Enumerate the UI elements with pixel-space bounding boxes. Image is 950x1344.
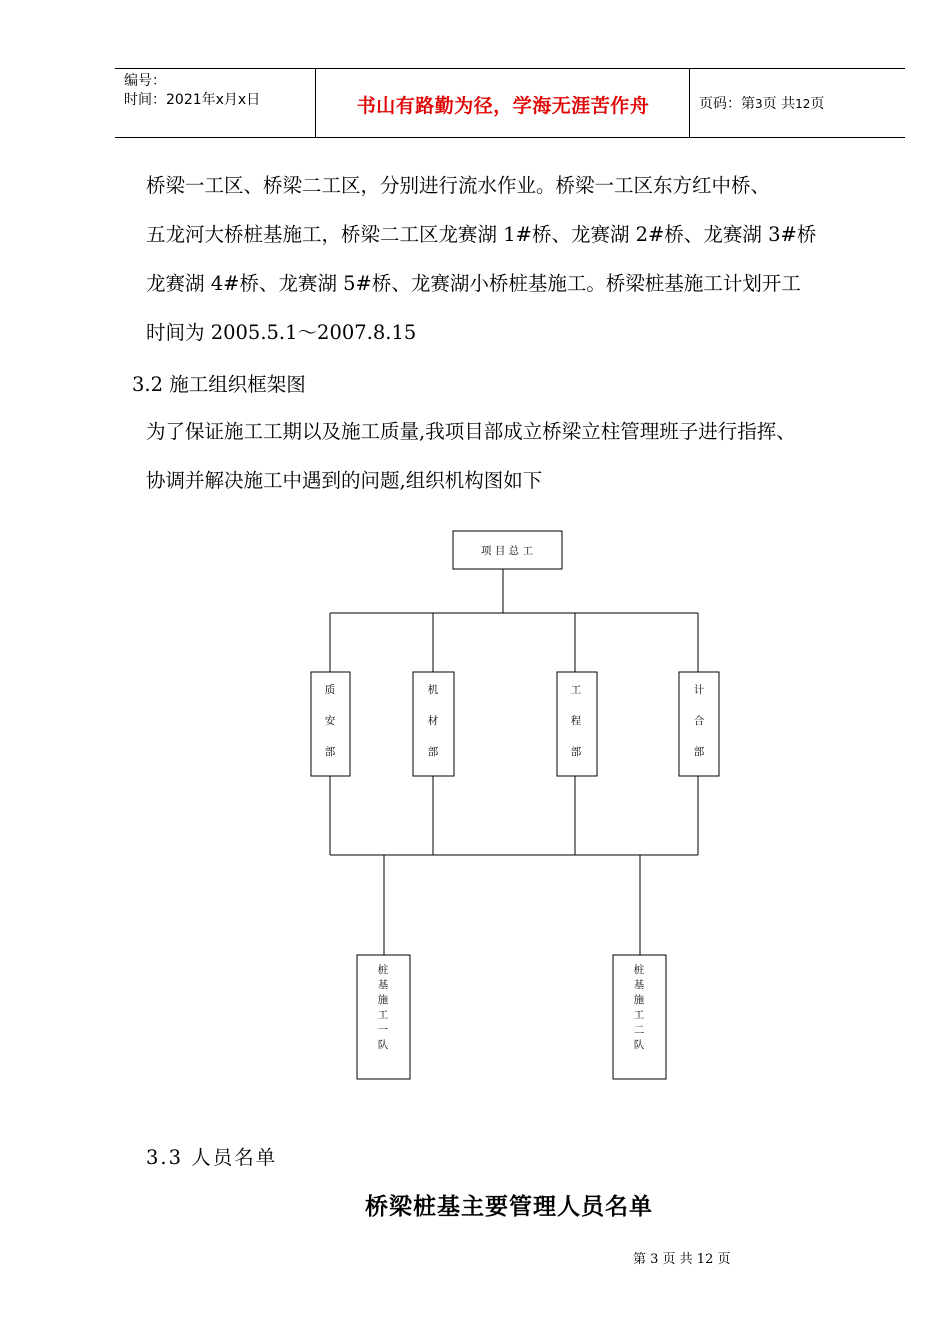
header-page-number: 页码：第3页 共12页 — [699, 96, 825, 112]
paragraph-line: 桥梁一工区、桥梁二工区，分别进行流水作业。桥梁一工区东方红中桥、 — [146, 174, 771, 197]
org-department-label: 工程部 — [570, 684, 582, 758]
org-department-label: 质安部 — [324, 684, 336, 758]
section-heading-3-3: 3.3 人员名单 — [146, 1146, 278, 1169]
org-team-label: 桩基施工二队 — [633, 964, 645, 1051]
org-team-label: 桩基施工一队 — [377, 964, 389, 1051]
org-department-label: 计合部 — [693, 684, 705, 758]
page-footer: 第 3 页 共 12 页 — [633, 1252, 731, 1267]
header-motto: 书山有路勤为径，学海无涯苦作舟 — [356, 95, 650, 117]
org-department-label: 机材部 — [427, 684, 439, 758]
section-heading-3-2: 3.2 施工组织框架图 — [132, 373, 306, 396]
table-title: 桥梁桩基主要管理人员名单 — [365, 1193, 653, 1220]
paragraph-line: 龙赛湖 4#桥、龙赛湖 5#桥、龙赛湖小桥桩基施工。桥梁桩基施工计划开工 — [146, 272, 801, 295]
document-number-label: 编号： — [124, 73, 166, 89]
paragraph-line: 五龙河大桥桩基施工，桥梁二工区龙赛湖 1#桥、龙赛湖 2#桥、龙赛湖 3#桥 — [146, 223, 817, 246]
paragraph-line: 协调并解决施工中遇到的问题,组织机构图如下 — [146, 469, 543, 492]
paragraph-line: 为了保证施工工期以及施工质量,我项目部成立桥梁立柱管理班子进行指挥、 — [146, 420, 796, 443]
document-time: 时间：2021年x月x日 — [124, 92, 261, 108]
org-top-label: 项 目 总 工 — [480, 545, 534, 557]
paragraph-line: 时间为 2005.5.1～2007.8.15 — [146, 321, 417, 344]
